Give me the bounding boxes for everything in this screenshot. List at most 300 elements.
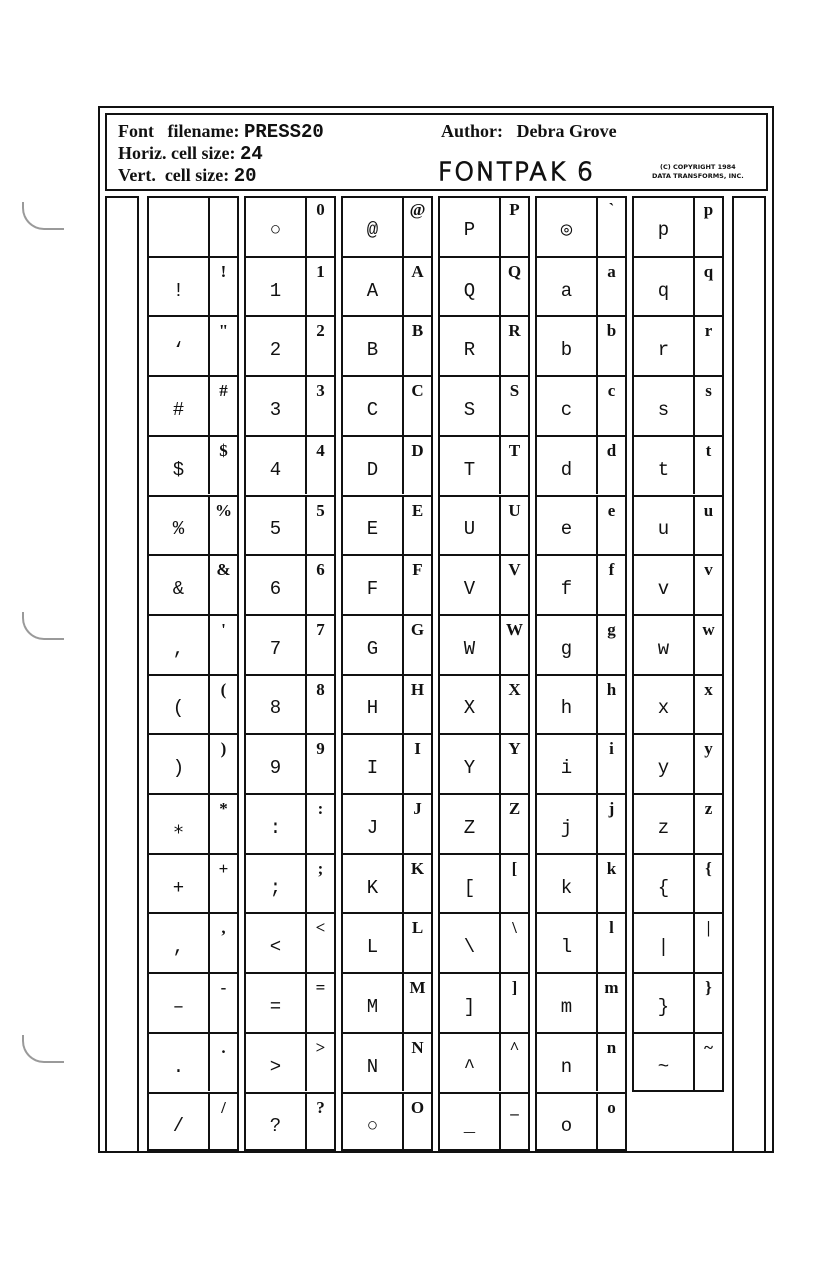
glyph-reference: . bbox=[221, 1037, 226, 1057]
glyph-large: I bbox=[343, 735, 404, 793]
glyph-reference: 6 bbox=[316, 560, 325, 580]
glyph-large bbox=[149, 196, 210, 256]
glyph-reference: V bbox=[508, 560, 521, 580]
glyph-large: p bbox=[634, 196, 695, 256]
glyph-reference: T bbox=[508, 440, 521, 460]
glyph-large: ) bbox=[149, 735, 210, 793]
glyph-cell bbox=[343, 853, 431, 913]
glyph-reference: + bbox=[218, 858, 229, 878]
glyph-cell bbox=[537, 196, 625, 256]
glyph-reference: D bbox=[411, 440, 424, 460]
glyph-large: 7 bbox=[246, 616, 307, 674]
glyph-large: U bbox=[440, 497, 501, 555]
glyph-reference: ; bbox=[317, 858, 324, 878]
glyph-large: = bbox=[246, 974, 307, 1032]
punch-hole bbox=[22, 612, 64, 640]
glyph-cell bbox=[440, 614, 528, 674]
glyph-cell bbox=[246, 495, 334, 555]
glyph-large: w bbox=[634, 616, 695, 674]
glyph-cell bbox=[634, 1032, 722, 1092]
glyph-reference: z bbox=[704, 799, 713, 818]
glyph-cell bbox=[440, 435, 528, 495]
glyph-reference: ) bbox=[220, 739, 227, 759]
char-column-1 bbox=[147, 196, 239, 1151]
glyph-large: N bbox=[343, 1034, 404, 1092]
glyph-cell bbox=[246, 1092, 334, 1152]
glyph-cell bbox=[537, 315, 625, 375]
glyph-large: b bbox=[537, 317, 598, 375]
char-column-4 bbox=[438, 196, 530, 1151]
glyph-large: X bbox=[440, 676, 501, 734]
horiz-line bbox=[118, 143, 263, 165]
glyph-large: 8 bbox=[246, 676, 307, 734]
glyph-reference: m bbox=[604, 978, 619, 998]
glyph-cell bbox=[343, 793, 431, 853]
glyph-large: # bbox=[149, 377, 210, 435]
glyph-reference: % bbox=[215, 500, 232, 520]
filename-value: PRESS20 bbox=[243, 121, 324, 143]
glyph-reference: } bbox=[705, 978, 712, 998]
glyph-reference: U bbox=[508, 500, 521, 520]
glyph-large: k bbox=[537, 855, 598, 913]
glyph-cell bbox=[634, 196, 722, 256]
glyph-cell bbox=[246, 972, 334, 1032]
glyph-large: @ bbox=[343, 196, 404, 256]
glyph-large: : bbox=[246, 795, 307, 853]
glyph-reference: C bbox=[411, 381, 424, 401]
vert-label: Vert. cell size: bbox=[118, 165, 230, 185]
glyph-cell bbox=[537, 375, 625, 435]
glyph-cell bbox=[343, 435, 431, 495]
glyph-reference: @ bbox=[409, 200, 426, 219]
copyright-line-1: (C) COPYRIGHT 1984 bbox=[659, 163, 736, 171]
glyph-cell bbox=[634, 495, 722, 555]
glyph-cell bbox=[440, 1032, 528, 1092]
glyph-large: S bbox=[440, 377, 501, 435]
glyph-reference: { bbox=[705, 858, 712, 878]
glyph-large: ? bbox=[246, 1094, 307, 1152]
glyph-large: . bbox=[149, 1034, 210, 1092]
glyph-reference: p bbox=[703, 200, 714, 219]
glyph-reference: - bbox=[220, 978, 227, 998]
glyph-large: n bbox=[537, 1034, 598, 1092]
glyph-reference: t bbox=[705, 440, 712, 460]
glyph-large: m bbox=[537, 974, 598, 1032]
glyph-reference: I bbox=[414, 739, 421, 759]
glyph-large: ◎ bbox=[537, 196, 598, 256]
glyph-reference: N bbox=[411, 1037, 424, 1057]
glyph-cell bbox=[440, 733, 528, 793]
glyph-large: { bbox=[634, 855, 695, 913]
glyph-reference: 1 bbox=[316, 261, 325, 281]
glyph-reference: < bbox=[315, 918, 326, 938]
glyph-large: s bbox=[634, 377, 695, 435]
left-margin-column bbox=[105, 196, 139, 1153]
glyph-cell bbox=[537, 793, 625, 853]
glyph-large: H bbox=[343, 676, 404, 734]
glyph-cell bbox=[246, 196, 334, 256]
glyph-cell bbox=[537, 554, 625, 614]
char-column-5 bbox=[535, 196, 627, 1151]
glyph-large: z bbox=[634, 795, 695, 853]
glyph-reference: i bbox=[609, 739, 614, 759]
glyph-large: J bbox=[343, 795, 404, 853]
glyph-reference: v bbox=[704, 560, 713, 580]
glyph-reference: , bbox=[221, 918, 226, 938]
glyph-large: ^ bbox=[440, 1034, 501, 1092]
font-filename-line bbox=[118, 121, 324, 143]
glyph-cell bbox=[149, 733, 237, 793]
glyph-large: g bbox=[537, 616, 598, 674]
glyph-cell bbox=[149, 1092, 237, 1152]
glyph-reference: A bbox=[411, 261, 424, 281]
glyph-large: F bbox=[343, 556, 404, 614]
glyph-cell bbox=[149, 315, 237, 375]
glyph-reference: : bbox=[317, 799, 324, 818]
glyph-reference: q bbox=[703, 261, 714, 281]
glyph-reference: ~ bbox=[704, 1037, 713, 1057]
glyph-large: \ bbox=[440, 914, 501, 972]
glyph-cell bbox=[343, 1032, 431, 1092]
glyph-reference: ] bbox=[511, 978, 518, 998]
glyph-cell bbox=[246, 793, 334, 853]
glyph-cell bbox=[537, 1092, 625, 1152]
glyph-reference: O bbox=[410, 1097, 425, 1117]
glyph-reference: f bbox=[608, 560, 615, 580]
glyph-large: 2 bbox=[246, 317, 307, 375]
glyph-cell bbox=[440, 554, 528, 614]
glyph-large: x bbox=[634, 676, 695, 734]
glyph-reference: J bbox=[413, 799, 422, 818]
glyph-large: u bbox=[634, 497, 695, 555]
glyph-large: a bbox=[537, 258, 598, 316]
glyph-reference: ' bbox=[221, 619, 226, 639]
glyph-reference: / bbox=[221, 1097, 226, 1117]
glyph-large: K bbox=[343, 855, 404, 913]
glyph-reference: [ bbox=[511, 858, 518, 878]
glyph-cell bbox=[634, 256, 722, 316]
glyph-cell bbox=[149, 554, 237, 614]
glyph-cell bbox=[149, 853, 237, 913]
author-line bbox=[441, 121, 617, 142]
glyph-reference: E bbox=[411, 500, 424, 520]
glyph-reference: l bbox=[609, 918, 614, 938]
glyph-reference: u bbox=[703, 500, 714, 520]
char-column-3 bbox=[341, 196, 433, 1151]
glyph-reference: 2 bbox=[316, 321, 325, 341]
glyph-reference: s bbox=[705, 381, 712, 401]
glyph-large: ; bbox=[246, 855, 307, 913]
glyph-large: v bbox=[634, 556, 695, 614]
glyph-cell bbox=[537, 256, 625, 316]
glyph-large: i bbox=[537, 735, 598, 793]
glyph-large: 6 bbox=[246, 556, 307, 614]
glyph-large: P bbox=[440, 196, 501, 256]
glyph-large: } bbox=[634, 974, 695, 1032]
char-column-2 bbox=[244, 196, 336, 1151]
glyph-cell bbox=[343, 554, 431, 614]
glyph-reference: o bbox=[607, 1097, 616, 1117]
glyph-reference: M bbox=[409, 978, 426, 998]
glyph-reference: * bbox=[219, 799, 228, 818]
font-label: Font bbox=[118, 121, 154, 141]
glyph-large: D bbox=[343, 437, 404, 495]
glyph-reference: > bbox=[315, 1037, 326, 1057]
glyph-large: > bbox=[246, 1034, 307, 1092]
glyph-reference: ? bbox=[316, 1097, 325, 1117]
glyph-reference: & bbox=[216, 560, 231, 580]
glyph-large: 9 bbox=[246, 735, 307, 793]
fontpak-logo: FONTPAK 6 bbox=[438, 157, 595, 186]
glyph-large: ~ bbox=[634, 1034, 695, 1092]
glyph-large: 1 bbox=[246, 258, 307, 316]
glyph-large: Z bbox=[440, 795, 501, 853]
glyph-large: , bbox=[149, 914, 210, 972]
glyph-cell bbox=[149, 1032, 237, 1092]
glyph-cell bbox=[343, 972, 431, 1032]
glyph-cell bbox=[246, 733, 334, 793]
glyph-reference: k bbox=[606, 858, 617, 878]
glyph-large: Y bbox=[440, 735, 501, 793]
glyph-reference: 9 bbox=[316, 739, 325, 759]
glyph-cell bbox=[634, 435, 722, 495]
glyph-large: C bbox=[343, 377, 404, 435]
glyph-reference: j bbox=[608, 799, 615, 818]
glyph-large: ! bbox=[149, 258, 210, 316]
glyph-reference: a bbox=[607, 261, 616, 281]
glyph-cell bbox=[440, 912, 528, 972]
glyph-reference bbox=[210, 196, 237, 256]
glyph-cell bbox=[246, 375, 334, 435]
glyph-reference: Y bbox=[508, 739, 521, 759]
glyph-cell bbox=[537, 733, 625, 793]
glyph-large: ( bbox=[149, 676, 210, 734]
glyph-cell bbox=[343, 1092, 431, 1152]
glyph-large: f bbox=[537, 556, 598, 614]
glyph-reference: r bbox=[704, 321, 713, 341]
glyph-large: B bbox=[343, 317, 404, 375]
horiz-label: Horiz. cell size: bbox=[118, 143, 236, 163]
glyph-large: 4 bbox=[246, 437, 307, 495]
glyph-cell bbox=[246, 853, 334, 913]
glyph-reference: b bbox=[606, 321, 617, 341]
glyph-large: / bbox=[149, 1094, 210, 1152]
glyph-cell bbox=[537, 853, 625, 913]
glyph-cell bbox=[149, 495, 237, 555]
glyph-large: V bbox=[440, 556, 501, 614]
glyph-large: e bbox=[537, 497, 598, 555]
glyph-large: ○ bbox=[246, 196, 307, 256]
glyph-cell bbox=[246, 315, 334, 375]
glyph-reference: ^ bbox=[509, 1037, 520, 1057]
glyph-cell bbox=[634, 315, 722, 375]
glyph-reference: B bbox=[411, 321, 424, 341]
glyph-cell bbox=[246, 912, 334, 972]
glyph-large: & bbox=[149, 556, 210, 614]
glyph-cell bbox=[440, 315, 528, 375]
glyph-reference: 8 bbox=[316, 679, 325, 699]
glyph-cell bbox=[634, 733, 722, 793]
glyph-cell bbox=[440, 375, 528, 435]
glyph-reference: \ bbox=[512, 918, 517, 938]
glyph-cell bbox=[343, 495, 431, 555]
glyph-large: ‘ bbox=[149, 317, 210, 375]
glyph-large: , bbox=[149, 616, 210, 674]
glyph-large: E bbox=[343, 497, 404, 555]
glyph-large: ⁎ bbox=[149, 795, 210, 853]
glyph-reference: ( bbox=[220, 679, 227, 699]
char-column-6 bbox=[632, 196, 724, 1092]
glyph-reference: h bbox=[606, 679, 617, 699]
glyph-large: d bbox=[537, 437, 598, 495]
glyph-reference: G bbox=[410, 619, 425, 639]
glyph-large: c bbox=[537, 377, 598, 435]
glyph-large: 3 bbox=[246, 377, 307, 435]
glyph-cell bbox=[634, 375, 722, 435]
glyph-cell bbox=[149, 256, 237, 316]
glyph-large: Q bbox=[440, 258, 501, 316]
glyph-cell bbox=[343, 674, 431, 734]
glyph-reference: n bbox=[606, 1037, 617, 1057]
glyph-reference: 5 bbox=[316, 500, 325, 520]
glyph-large: y bbox=[634, 735, 695, 793]
glyph-cell bbox=[343, 912, 431, 972]
glyph-cell bbox=[149, 435, 237, 495]
glyph-cell bbox=[634, 554, 722, 614]
glyph-cell bbox=[634, 853, 722, 913]
glyph-large: _ bbox=[440, 1094, 501, 1152]
glyph-reference: $ bbox=[219, 440, 228, 460]
glyph-large: o bbox=[537, 1094, 598, 1152]
glyph-reference: Z bbox=[508, 799, 521, 818]
glyph-cell bbox=[440, 196, 528, 256]
glyph-reference: d bbox=[606, 440, 617, 460]
glyph-cell bbox=[343, 315, 431, 375]
glyph-large: L bbox=[343, 914, 404, 972]
glyph-reference: 7 bbox=[316, 619, 325, 639]
glyph-large: – bbox=[149, 974, 210, 1032]
glyph-reference: K bbox=[410, 858, 425, 878]
glyph-cell bbox=[246, 674, 334, 734]
glyph-large: + bbox=[149, 855, 210, 913]
glyph-reference: = bbox=[315, 978, 326, 998]
vert-value: 20 bbox=[233, 165, 257, 187]
glyph-cell bbox=[343, 375, 431, 435]
glyph-reference: F bbox=[412, 560, 423, 580]
glyph-reference: P bbox=[509, 200, 520, 219]
glyph-large: A bbox=[343, 258, 404, 316]
glyph-cell bbox=[537, 972, 625, 1032]
glyph-large: j bbox=[537, 795, 598, 853]
glyph-reference: W bbox=[506, 619, 523, 639]
glyph-reference: # bbox=[219, 381, 228, 401]
glyph-cell bbox=[634, 972, 722, 1032]
glyph-large: l bbox=[537, 914, 598, 972]
glyph-cell bbox=[440, 1092, 528, 1152]
glyph-cell bbox=[149, 912, 237, 972]
glyph-cell bbox=[149, 972, 237, 1032]
punch-hole bbox=[22, 1035, 64, 1063]
glyph-cell bbox=[634, 912, 722, 972]
glyph-cell bbox=[440, 793, 528, 853]
glyph-cell bbox=[149, 614, 237, 674]
glyph-cell bbox=[149, 196, 237, 256]
glyph-large: ○ bbox=[343, 1094, 404, 1152]
right-margin-column bbox=[732, 196, 766, 1153]
glyph-cell bbox=[149, 674, 237, 734]
glyph-large: T bbox=[440, 437, 501, 495]
glyph-reference: S bbox=[509, 381, 520, 401]
glyph-reference: | bbox=[706, 918, 711, 938]
glyph-large: 5 bbox=[246, 497, 307, 555]
glyph-cell bbox=[440, 495, 528, 555]
glyph-reference: L bbox=[411, 918, 424, 938]
vert-line bbox=[118, 165, 257, 187]
punch-hole bbox=[22, 202, 64, 230]
glyph-cell bbox=[634, 793, 722, 853]
glyph-large: G bbox=[343, 616, 404, 674]
glyph-large: | bbox=[634, 914, 695, 972]
glyph-cell bbox=[537, 495, 625, 555]
glyph-cell bbox=[537, 912, 625, 972]
glyph-cell bbox=[246, 554, 334, 614]
glyph-reference: e bbox=[607, 500, 616, 520]
glyph-reference: w bbox=[702, 619, 715, 639]
glyph-large: ] bbox=[440, 974, 501, 1032]
glyph-cell bbox=[537, 1032, 625, 1092]
copyright-notice bbox=[652, 163, 744, 181]
author-value: Debra Grove bbox=[516, 121, 617, 141]
glyph-cell bbox=[149, 375, 237, 435]
filename-label: filename: bbox=[167, 121, 240, 141]
glyph-reference: ! bbox=[220, 261, 227, 281]
glyph-cell bbox=[343, 733, 431, 793]
glyph-cell bbox=[440, 853, 528, 913]
glyph-reference: c bbox=[607, 381, 616, 401]
glyph-large: $ bbox=[149, 437, 210, 495]
glyph-cell bbox=[440, 972, 528, 1032]
glyph-reference: 3 bbox=[316, 381, 325, 401]
horiz-value: 24 bbox=[239, 143, 263, 165]
glyph-large: r bbox=[634, 317, 695, 375]
glyph-cell bbox=[246, 435, 334, 495]
glyph-cell bbox=[343, 256, 431, 316]
glyph-cell bbox=[634, 614, 722, 674]
glyph-reference: g bbox=[607, 619, 616, 639]
glyph-large: % bbox=[149, 497, 210, 555]
glyph-large: t bbox=[634, 437, 695, 495]
glyph-large: h bbox=[537, 676, 598, 734]
glyph-cell bbox=[537, 614, 625, 674]
glyph-reference: " bbox=[218, 321, 229, 341]
glyph-reference: x bbox=[704, 679, 713, 699]
glyph-cell bbox=[537, 435, 625, 495]
glyph-cell bbox=[634, 674, 722, 734]
glyph-reference: X bbox=[508, 679, 521, 699]
glyph-reference: H bbox=[410, 679, 425, 699]
glyph-large: R bbox=[440, 317, 501, 375]
glyph-cell bbox=[440, 674, 528, 734]
glyph-cell bbox=[246, 256, 334, 316]
glyph-large: W bbox=[440, 616, 501, 674]
glyph-reference: R bbox=[508, 321, 521, 341]
glyph-large: < bbox=[246, 914, 307, 972]
glyph-reference: ` bbox=[608, 200, 615, 219]
copyright-line-2: DATA TRANSFORMS, INC. bbox=[652, 172, 744, 180]
glyph-cell bbox=[149, 793, 237, 853]
glyph-cell bbox=[537, 674, 625, 734]
glyph-reference: _ bbox=[510, 1097, 519, 1117]
